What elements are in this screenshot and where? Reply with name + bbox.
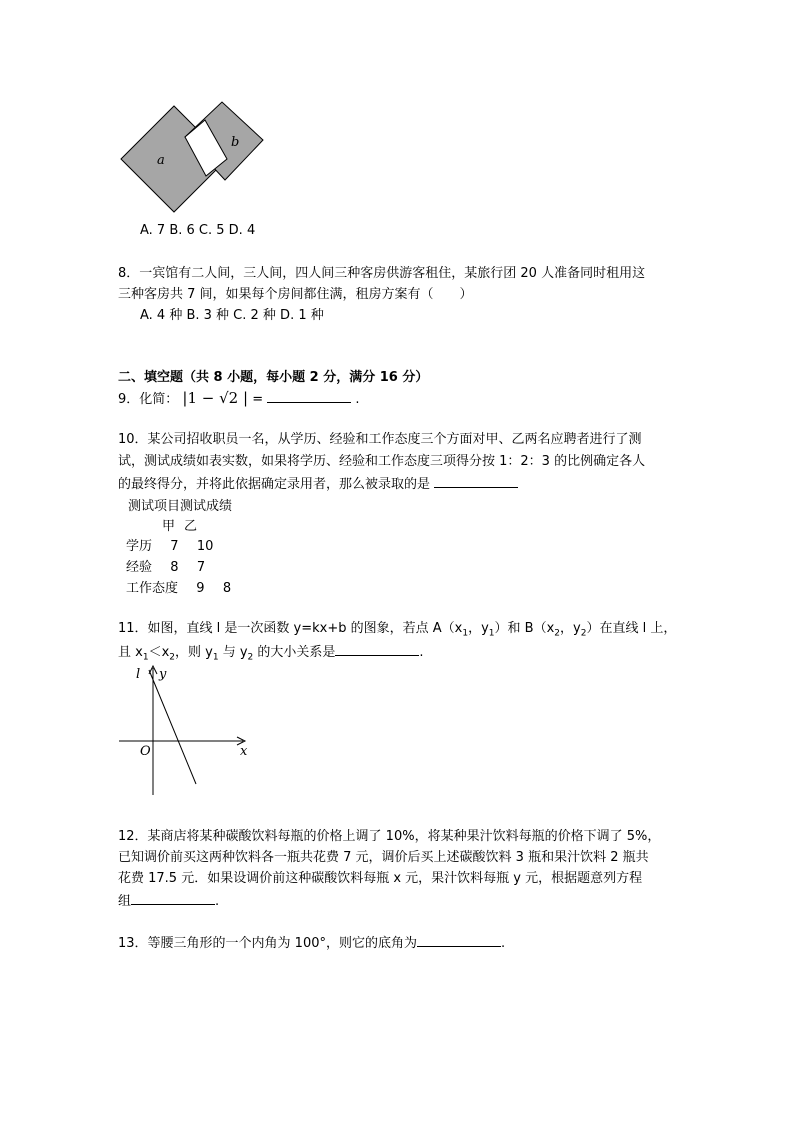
- q12-line-4-prefix: 组: [118, 894, 132, 909]
- q11-sub: 1: [142, 652, 149, 663]
- label-y: y: [159, 667, 167, 682]
- table-cell: 8: [170, 560, 179, 575]
- q12-end: .: [215, 894, 220, 909]
- q11-text: ）在直线 l 上，: [586, 621, 677, 636]
- table-cell: 7: [170, 539, 179, 554]
- q11-sub: 1: [212, 652, 219, 663]
- q11-text: ，y: [560, 621, 581, 636]
- q11-sub: 1: [488, 628, 495, 639]
- q11-sub: 1: [462, 628, 469, 639]
- q13-text: 13．等腰三角形的一个内角为 100°，则它的底角为: [118, 936, 417, 951]
- line-l: [149, 670, 196, 784]
- table-cell: [126, 514, 162, 535]
- q13-answer-blank[interactable]: [417, 932, 501, 947]
- q7-options: A. 7 B. 6 C. 5 D. 4: [140, 223, 256, 238]
- label-o: O: [140, 744, 151, 759]
- section-2-heading: 二、填空题（共 8 小题，每小题 2 分，满分 16 分）: [118, 370, 429, 385]
- q11-text: ，y: [468, 621, 489, 636]
- table-row: [126, 556, 205, 575]
- q11-text: ，则 y: [175, 645, 213, 660]
- q11-sub: 2: [580, 628, 587, 639]
- q10-answer-blank[interactable]: [434, 473, 518, 488]
- q12-line-3: 花费 17.5 元．如果设调价前这种碳酸饮料每瓶 x 元，果汁饮料每瓶 y 元，根据题意列方程: [118, 871, 643, 886]
- label-b: b: [231, 135, 240, 150]
- q12-line-2: 已知调价前买这两种饮料各一瓶共花费 7 元，调价后买上述碳酸饮料 3 瓶和果汁饮料 2 瓶共: [118, 850, 649, 865]
- label-l: l: [136, 667, 141, 682]
- table-header-jia: 甲: [162, 519, 176, 534]
- table-cell: 9: [196, 581, 205, 596]
- q9: [118, 388, 360, 410]
- q11-text: 11．如图，直线 l 是一次函数 y=kx+b 的图象，若点 A（x: [118, 621, 463, 636]
- q11-sub: 2: [247, 652, 254, 663]
- q11-line-1: [118, 619, 676, 644]
- table-header-yi: 乙: [184, 519, 198, 534]
- q9-suffix: =: [252, 392, 264, 407]
- q10-line-1: 10．某公司招收职员一名，从学历、经验和工作态度三个方面对甲、乙两名应聘者进行了测: [118, 432, 642, 447]
- q12-answer-blank[interactable]: [131, 890, 215, 905]
- q8-line-2: 三种客房共 7 间，如果每个房间都住满，租房方案有（ ）: [118, 287, 473, 302]
- table-cell: 7: [196, 560, 206, 575]
- q12-line-4: [118, 890, 219, 912]
- q9-prefix: 9．化简：: [118, 392, 179, 407]
- q11-graph-figure: [115, 660, 260, 800]
- q11-text: 且 x: [118, 645, 143, 660]
- q13-end: .: [501, 936, 506, 951]
- label-x: x: [240, 744, 248, 759]
- table-cell: 经验: [126, 560, 153, 575]
- label-a: a: [157, 153, 165, 168]
- q7-squares-figure: [115, 100, 275, 218]
- q11-end: .: [419, 645, 424, 660]
- table-cell: 10: [196, 539, 214, 554]
- table-row: [126, 577, 231, 596]
- q10-table-title: 测试项目测试成绩: [128, 499, 233, 514]
- q12-line-1: 12．某商店将某种碳酸饮料每瓶的价格上调了 10%，将某种果汁饮料每瓶的价格下调了 5%，: [118, 829, 661, 844]
- q11-text: 与 y: [218, 645, 248, 660]
- table-cell: 8: [222, 581, 232, 596]
- q9-answer-blank[interactable]: [267, 388, 351, 403]
- q10-line-2: 试，测试成绩如表实数，如果将学历、经验和工作态度三项得分按 1：2：3 的比例确定各人: [118, 454, 646, 469]
- q11-answer-blank[interactable]: [335, 641, 419, 656]
- q10-line-3-text: 的最终得分，并将此依据确定录用者，那么被录取的是: [118, 477, 431, 492]
- q11-text: 的大小关系是: [253, 645, 336, 660]
- q8-line-1: 8．一宾馆有二人间，三人间，四人间三种客房供游客租住，某旅行团 20 人准备同时租用这: [118, 266, 646, 281]
- q11-text: ＜x: [148, 645, 170, 660]
- q9-end: .: [355, 392, 360, 407]
- q8-options: A. 4 种 B. 3 种 C. 2 种 D. 1 种: [140, 308, 324, 323]
- table-cell: 学历: [126, 539, 153, 554]
- q11-sub: 2: [554, 628, 561, 639]
- q10-score-table: [126, 514, 197, 535]
- table-cell: 工作态度: [126, 581, 179, 596]
- q9-abs-expression: |1 − √2 |: [182, 389, 249, 407]
- q13: [118, 932, 505, 954]
- q11-sub: 2: [169, 652, 175, 663]
- table-header-row: [126, 514, 197, 535]
- q10-line-3: [118, 473, 518, 495]
- q11-text: ）和 B（x: [494, 621, 555, 636]
- table-row: [126, 535, 213, 554]
